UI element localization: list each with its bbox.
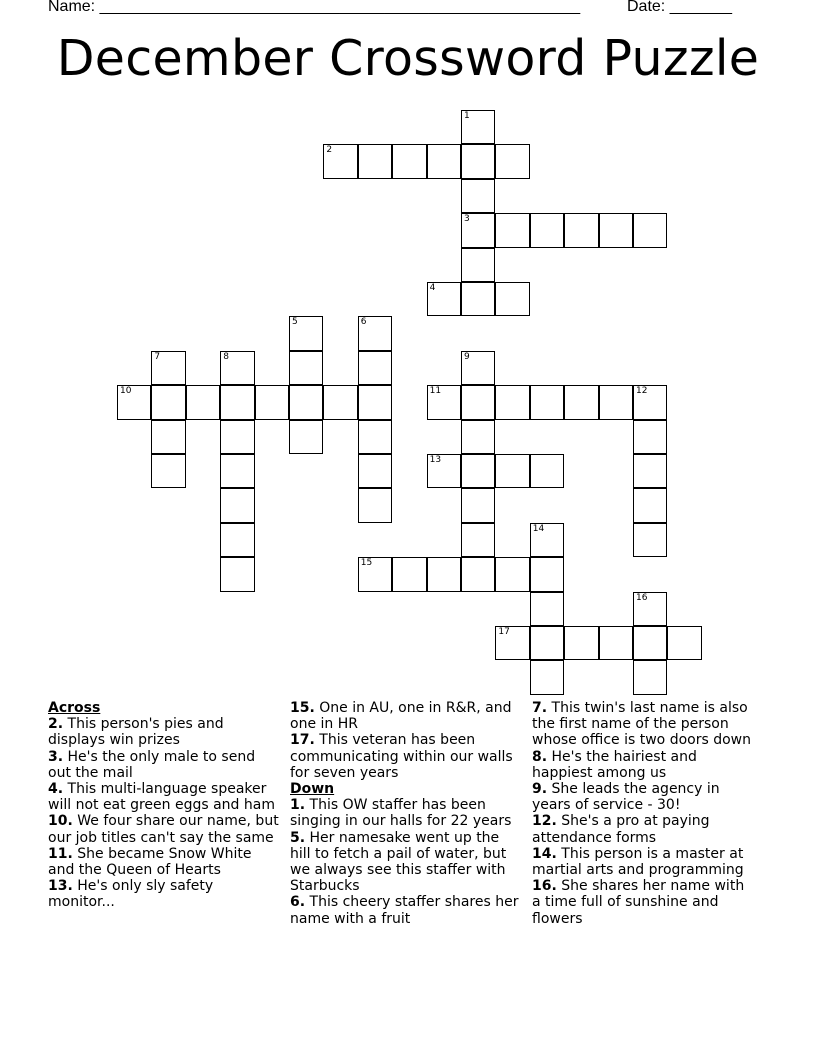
grid-cell[interactable] [186,385,220,419]
grid-cell[interactable] [220,351,254,385]
grid-cell[interactable] [392,144,426,178]
clue-number-label: 5 [292,317,298,328]
grid-cell[interactable] [220,523,254,557]
grid-cell[interactable] [461,557,495,591]
down-heading: Down [290,781,335,798]
grid-cell[interactable] [289,385,323,419]
name-field[interactable]: Name: ______________________________________________________ [48,0,581,15]
grid-cell[interactable] [358,144,392,178]
grid-cell[interactable] [461,523,495,557]
grid-cell[interactable] [495,626,529,660]
grid-cell[interactable] [220,420,254,454]
grid-cell[interactable] [461,385,495,419]
clue-number-label: 15 [360,558,373,569]
grid-cell[interactable] [358,385,392,419]
across-heading: Across [48,700,101,716]
grid-cell[interactable] [461,454,495,488]
grid-cell[interactable] [495,282,529,316]
grid-cell[interactable] [358,557,392,591]
grid-cell[interactable] [151,351,185,385]
grid-cell[interactable] [530,454,564,488]
clue-number-label: 11 [429,386,442,397]
grid-cell[interactable] [220,557,254,591]
grid-cell[interactable] [289,351,323,385]
grid-cell[interactable] [495,557,529,591]
grid-cell[interactable] [564,385,598,419]
clue-number-label: 7 [154,351,161,362]
clue-column-2 [290,700,522,927]
clue-across-3: 3. He's the only male to send out the mail [48,748,256,781]
grid-cell[interactable] [599,385,633,419]
clue-down-1: 1. This OW staffer has been singing in our halls for 22 years [290,797,512,830]
grid-cell[interactable] [392,557,426,591]
clue-number-label: 3 [464,214,470,225]
grid-cell[interactable] [461,282,495,316]
grid-cell[interactable] [358,488,392,522]
clue-across-10: 10. We four share our name, but our job titles can't say the same [48,813,279,846]
grid-cell[interactable] [530,385,564,419]
grid-cell[interactable] [461,179,495,213]
clue-column-1 [48,700,280,911]
clue-across-11: 11. She became Snow White and the Queen of Hearts [48,845,252,879]
grid-cell[interactable] [633,626,667,660]
grid-cell[interactable] [495,385,529,419]
grid-cell[interactable] [461,213,495,247]
clue-number-label: 6 [360,317,367,328]
grid-cell[interactable] [599,213,633,247]
grid-cell[interactable] [358,454,392,488]
grid-cell[interactable] [633,523,667,557]
clue-column-3 [532,700,754,927]
grid-cell[interactable] [530,626,564,660]
clue-across-17: 17. This veteran has been communicating within our walls for seven years [290,732,513,781]
grid-cell[interactable] [461,248,495,282]
grid-cell[interactable] [633,660,667,694]
grid-cell[interactable] [151,454,185,488]
clue-down-12: 12. She's a pro at paying attendance forms [532,813,710,846]
grid-cell[interactable] [495,213,529,247]
clue-down-16: 16. She shares her name with a time full of sunshine and flowers [532,878,745,927]
grid-cell[interactable] [220,488,254,522]
clue-across-2: 2. This person's pies and displays win prizes [48,716,224,749]
grid-cell[interactable] [530,557,564,591]
grid-cell[interactable] [461,144,495,178]
grid-cell[interactable] [461,351,495,385]
clue-number-label: 8 [223,351,229,362]
clue-down-5: 5. Her namesake went up the hill to fetch a pail of water, but we always see this staffer with Starbucks [290,829,507,895]
grid-cell[interactable] [427,144,461,178]
grid-cell[interactable] [530,592,564,626]
clue-number-label: 12 [636,386,648,397]
grid-cell[interactable] [564,213,598,247]
clue-number-label: 14 [532,523,545,534]
grid-cell[interactable] [323,144,357,178]
clue-number-label: 9 [464,351,470,362]
grid-cell[interactable] [633,420,667,454]
grid-cell[interactable] [530,660,564,694]
grid-cell[interactable] [151,385,185,419]
grid-cell[interactable] [289,420,323,454]
clue-across-15: 15. One in AU, one in R&R, and one in HR [290,700,512,733]
grid-cell[interactable] [461,488,495,522]
grid-cell[interactable] [427,385,461,419]
clue-across-13: 13. He's only sly safety monitor... [48,878,214,911]
grid-cell[interactable] [117,385,151,419]
grid-cell[interactable] [564,626,598,660]
clue-down-9: 9. She leads the agency in years of service - 30! [532,781,720,814]
grid-cell[interactable] [530,213,564,247]
clue-number-label: 1 [464,111,470,121]
date-field[interactable]: Date: _______ [627,0,732,15]
grid-cell[interactable] [427,282,461,316]
grid-cell[interactable] [599,626,633,660]
grid-cell[interactable] [633,592,667,626]
grid-cell[interactable] [323,385,357,419]
clue-number-label: 4 [429,283,436,293]
clue-number-label: 16 [636,592,648,603]
clue-down-6: 6. This cheery staffer shares her name with a fruit [290,894,519,927]
clue-number-label: 17 [498,627,510,637]
grid-cell[interactable] [633,385,667,419]
clue-number-label: 2 [326,145,333,156]
grid-cell[interactable] [255,385,289,419]
clue-down-14: 14. This person is a master at martial arts and programming [532,845,744,879]
grid-cell[interactable] [495,144,529,178]
grid-cell[interactable] [667,626,701,660]
clue-number-label: 13 [429,455,442,465]
grid-cell[interactable] [427,557,461,591]
grid-cell[interactable] [289,316,323,350]
grid-cell[interactable] [461,110,495,144]
grid-cell[interactable] [358,420,392,454]
grid-cell[interactable] [358,316,392,350]
grid-cell[interactable] [495,454,529,488]
page-title: December Crossword Puzzle [56,30,760,87]
clue-down-8: 8. He's the hairiest and happiest among us [532,748,697,781]
grid-cell[interactable] [461,420,495,454]
grid-cell[interactable] [633,454,667,488]
grid-cell[interactable] [633,213,667,247]
grid-cell[interactable] [220,385,254,419]
grid-cell[interactable] [427,454,461,488]
clue-down-7: 7. This twin's last name is also the first name of the person whose office is two doors down [532,700,751,749]
grid-cell[interactable] [220,454,254,488]
grid-cell[interactable] [358,351,392,385]
grid-cell[interactable] [151,420,185,454]
grid-cell[interactable] [633,488,667,522]
clue-number-label: 10 [120,386,132,397]
grid-cell[interactable] [530,523,564,557]
clue-across-4: 4. This multi-language speaker will not eat green eggs and ham [48,781,275,814]
